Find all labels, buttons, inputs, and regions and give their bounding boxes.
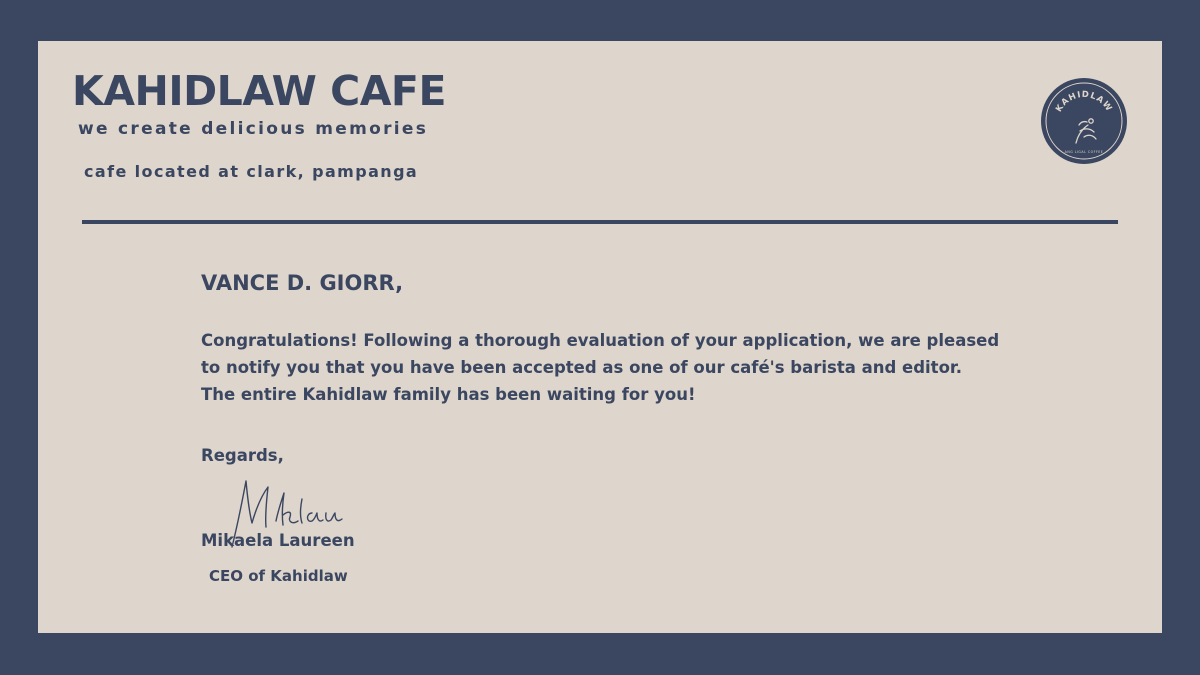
letter-body: Congratulations! Following a thorough evaluation of your application, we are pleased to notify you that you have been accepted as one of our café's barista and editor. The entire Kahidlaw family has been waiting for you! [201, 331, 1000, 404]
letter-card [38, 41, 1162, 633]
letter-closing: Regards, [201, 446, 284, 465]
brand-title: KAHIDLAW CAFE [72, 67, 446, 115]
cafe-logo-icon [1040, 77, 1128, 165]
cafe-location: cafe located at clark, pampanga [84, 162, 419, 181]
logo-subtext: ANG LIGAL COFFEE [1064, 150, 1104, 154]
recipient-name: VANCE D. GIORR, [201, 271, 404, 295]
signer-name: Mikaela Laureen [201, 531, 355, 550]
signer-title: CEO of Kahidlaw [209, 567, 348, 585]
brand-tagline: we create delicious memories [78, 119, 429, 139]
header-divider [82, 220, 1118, 224]
logo-text: KAHIDLAW [1054, 89, 1114, 114]
